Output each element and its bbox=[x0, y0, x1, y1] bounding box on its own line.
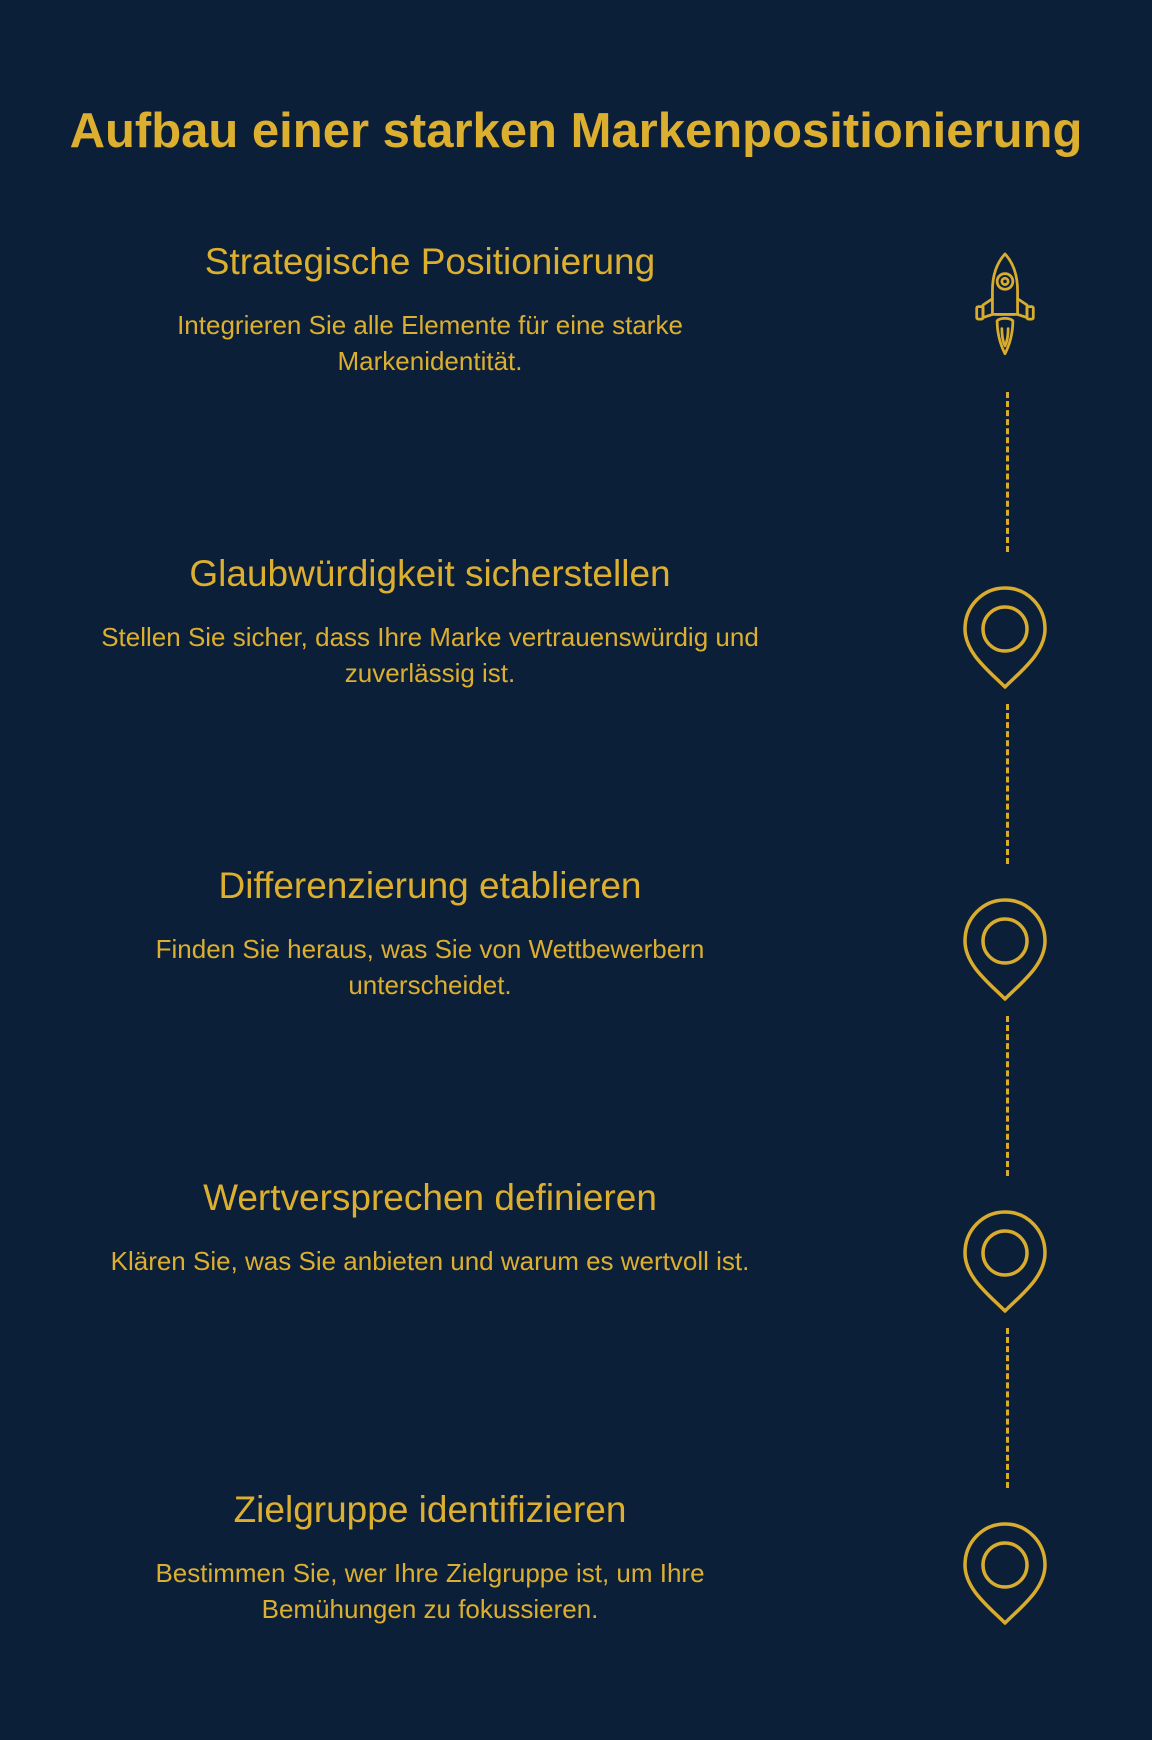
step-description: Finden Sie heraus, was Sie von Wettbewerbern unterscheidet. bbox=[155, 934, 705, 1000]
step-title: Zielgruppe identifizieren bbox=[233, 1489, 627, 1530]
dashed-connector bbox=[1006, 704, 1009, 864]
dashed-connector bbox=[1006, 1328, 1009, 1488]
step-differenzierung-etablieren bbox=[40, 863, 820, 1003]
step-title: Wertversprechen definieren bbox=[203, 1177, 657, 1218]
location-pin-icon bbox=[955, 1207, 1055, 1317]
step-zielgruppe-identifizieren bbox=[40, 1487, 820, 1627]
dashed-connector bbox=[1006, 1016, 1009, 1176]
step-description: Integrieren Sie alle Elemente für eine starke Markenidentität. bbox=[177, 310, 683, 376]
step-description: Bestimmen Sie, wer Ihre Zielgruppe ist, um Ihre Bemühungen zu fokussieren. bbox=[155, 1558, 705, 1624]
step-glaubwuerdigkeit-sicherstellen bbox=[40, 551, 820, 691]
step-strategische-positionierung bbox=[40, 239, 820, 379]
step-title: Glaubwürdigkeit sicherstellen bbox=[189, 553, 671, 594]
step-wertversprechen-definieren bbox=[40, 1175, 820, 1279]
page-title: Aufbau einer starken Markenpositionierung bbox=[69, 104, 1083, 158]
step-title: Differenzierung etablieren bbox=[218, 865, 642, 906]
dashed-connector bbox=[1006, 392, 1009, 552]
step-title: Strategische Positionierung bbox=[204, 241, 656, 282]
location-pin-icon bbox=[955, 583, 1055, 693]
location-pin-icon bbox=[955, 895, 1055, 1005]
location-pin-icon bbox=[955, 1519, 1055, 1629]
rocket-icon bbox=[955, 250, 1055, 360]
step-description: Stellen Sie sicher, dass Ihre Marke vertrauenswürdig und zuverlässig ist. bbox=[101, 622, 759, 688]
step-description: Klären Sie, was Sie anbieten und warum es wertvoll ist. bbox=[110, 1246, 750, 1276]
